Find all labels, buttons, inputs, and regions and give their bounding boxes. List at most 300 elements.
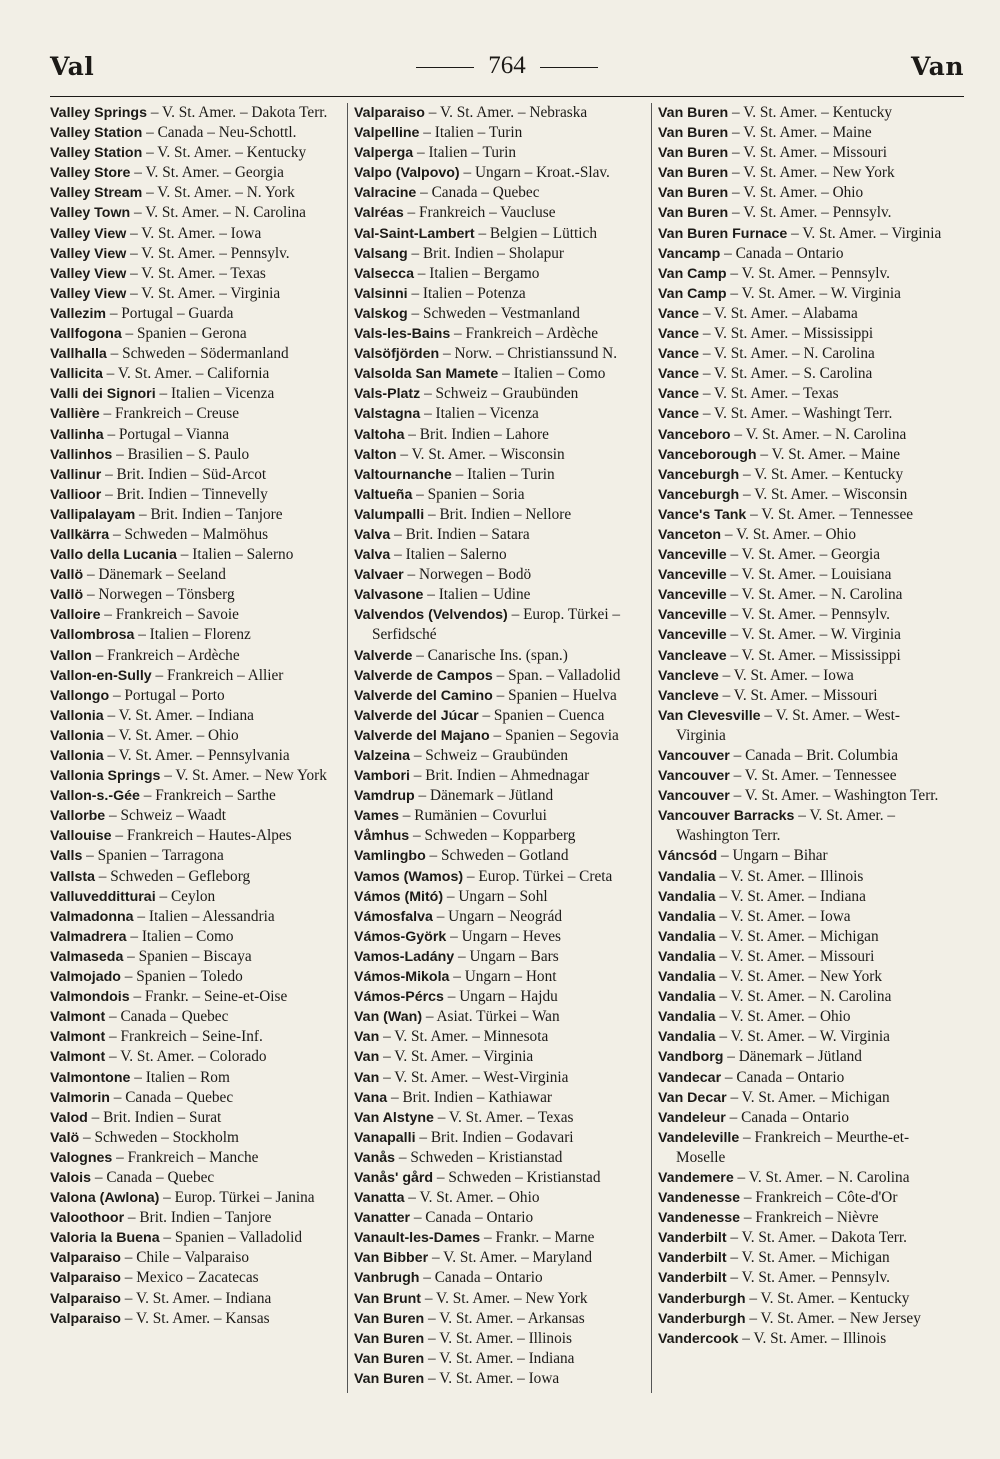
place-name: Vanceborough [658, 446, 757, 463]
place-name: Van (Wan) [354, 1009, 423, 1026]
gazetteer-entry [50, 846, 340, 866]
place-location: – V. St. Amer. – Pennsylv. [726, 264, 890, 282]
gazetteer-entry [354, 264, 644, 284]
place-name: Vallkärra [50, 526, 110, 543]
gazetteer-entry [50, 505, 340, 525]
gazetteer-entry [658, 324, 948, 344]
gazetteer-entry [658, 1047, 948, 1067]
place-name: Valls [50, 848, 83, 865]
place-name: Van Buren Furnace [658, 225, 788, 242]
place-location: – Spanien – Cuenca [478, 706, 605, 724]
place-name: Vanceville [658, 567, 727, 584]
place-name: Valli dei Signori [50, 386, 156, 403]
gazetteer-entry [658, 1027, 948, 1047]
gazetteer-entry [658, 646, 948, 666]
gazetteer-entry [354, 1168, 644, 1188]
place-name: Valzeina [354, 748, 410, 764]
place-name: Van Buren [658, 145, 729, 162]
place-location: – V. St. Amer. – Virginia [126, 284, 281, 302]
place-name: Vamlingbo [354, 848, 426, 865]
gazetteer-entry [354, 143, 644, 163]
place-location: – V. St. Amer. – Iowa [715, 907, 851, 925]
place-location: – Mexico – Zacatecas [120, 1269, 259, 1287]
gazetteer-entry [658, 545, 948, 565]
gazetteer-entry [658, 987, 948, 1007]
gazetteer-entry [658, 625, 948, 645]
place-name: Vandalia [658, 989, 716, 1006]
gazetteer-entry [354, 786, 644, 806]
gazetteer-entry [354, 364, 644, 384]
place-location: – V. St. Amer. – Maine [756, 445, 901, 463]
place-name: Vandalia [658, 908, 716, 925]
place-location: – Norwegen – Bodö [403, 566, 532, 584]
place-location: – Norwegen – Tönsberg [83, 586, 235, 604]
place-name: Valparaiso [50, 1250, 121, 1267]
place-name: Vanceboro [658, 426, 731, 443]
place-location: – V. St. Amer. – N. Carolina [715, 988, 892, 1006]
gazetteer-entry [658, 907, 948, 927]
place-name: Van Buren [354, 1310, 425, 1327]
place-location: – Europ. Türkei – Serfidsché [372, 606, 621, 644]
gazetteer-entry [354, 907, 644, 927]
place-name: Vanås' gård [354, 1169, 434, 1186]
place-name: Vancleve [658, 687, 719, 704]
gazetteer-entry [50, 264, 340, 284]
gazetteer-entry [354, 646, 644, 666]
column-2 [354, 103, 644, 1393]
place-location: – V. St. Amer. – N. Carolina [733, 1168, 910, 1186]
gazetteer-entry [658, 264, 948, 284]
place-location: – V. St. Amer. – Texas [126, 264, 266, 282]
gazetteer-entry [354, 1289, 644, 1309]
place-location: – Brit. Indien – Tinnevelly [101, 485, 268, 503]
gazetteer-entry [354, 666, 644, 686]
running-head-left: Val [50, 52, 95, 81]
place-location: – Europ. Türkei – Janina [159, 1189, 315, 1207]
place-location: – V. St. Amer. – New York [715, 968, 883, 986]
column-divider [651, 103, 652, 1393]
gazetteer-entry [50, 625, 340, 645]
gazetteer-entry [354, 1369, 644, 1389]
gazetteer-entry [354, 867, 644, 887]
place-name: Vallongo [50, 687, 110, 704]
place-location: – V. St. Amer. – Pennsylv. [726, 1269, 890, 1287]
place-location: – Rumänien – Covurlui [398, 807, 547, 825]
gazetteer-entry [50, 1228, 340, 1248]
gazetteer-entry [50, 967, 340, 987]
place-location: – Canada – Neu-Schottl. [142, 124, 297, 142]
gazetteer-entry [354, 465, 644, 485]
place-location: – V. St. Amer. – N. Carolina [726, 586, 903, 604]
place-location: – V. St. Amer. – Ohio [721, 525, 857, 543]
gazetteer-entry [354, 565, 644, 585]
place-location: – V. St. Amer. – Michigan [726, 1249, 890, 1267]
place-name: Vals-Platz [354, 386, 421, 403]
gazetteer-entry [50, 887, 340, 907]
place-location: – Canada – Quebec [109, 1088, 234, 1106]
gazetteer-entry [658, 304, 948, 324]
place-location: – V. St. Amer. – Tennessee [746, 505, 914, 523]
place-name: Valloire [50, 607, 101, 624]
place-name: Valvaer [354, 567, 404, 584]
gazetteer-entry [50, 746, 340, 766]
place-location: – Canada – Ontario [410, 1209, 534, 1227]
gazetteer-entry [354, 806, 644, 826]
place-location: – V. St. Amer. – Kentucky [739, 465, 904, 483]
place-location: – Italien – Alessandria [133, 907, 275, 925]
gazetteer-entry [658, 565, 948, 585]
place-location: – V. St. Amer. – N. Carolina [130, 204, 306, 222]
place-name: Valley View [50, 225, 127, 242]
gazetteer-entry [354, 404, 644, 424]
place-location: – Brit. Indien – Lahore [404, 425, 549, 443]
place-location: – Canada – Ontario [720, 244, 844, 262]
gazetteer-entry [658, 1108, 948, 1128]
place-location: – Ceylon [155, 887, 216, 905]
place-location: – V. St. Amer. – Alabama [699, 304, 858, 322]
gazetteer-entry [658, 465, 948, 485]
place-name: Valmorin [50, 1089, 110, 1106]
gazetteer-entry [354, 1047, 644, 1067]
place-location: – V. St. Amer. – Louisiana [726, 566, 892, 584]
place-location: – Canada – Quebec [416, 184, 540, 202]
place-name: Van Buren [658, 125, 729, 142]
place-location: – Brit. Indien – Surat [87, 1108, 222, 1126]
place-name: Vamos (Wamos) [354, 868, 464, 885]
gazetteer-entry [658, 244, 948, 264]
place-name: Valskog [354, 305, 408, 322]
place-location: – Canarische Ins. (span.) [412, 646, 568, 664]
gazetteer-entry [50, 1168, 340, 1188]
column-3 [658, 103, 948, 1393]
place-location: – V. St. Amer. – Georgia [726, 546, 881, 564]
gazetteer-entry [658, 1208, 948, 1228]
place-location: – Schweiz – Waadt [105, 807, 227, 825]
gazetteer-entry [658, 1329, 948, 1349]
gazetteer-entry [50, 284, 340, 304]
gazetteer-entry [354, 1027, 644, 1047]
place-location: – Asiat. Türkei – Wan [422, 1008, 560, 1026]
place-name: Valverde del Júcar [354, 707, 479, 724]
place-location: – V. St. Amer. – N. Carolina [730, 425, 907, 443]
gazetteer-entry [658, 746, 948, 766]
gazetteer-entry [50, 686, 340, 706]
place-name: Vandenesse [658, 1210, 741, 1227]
place-name: Vallon-en-Sully [50, 667, 152, 684]
place-location: – Italien – Salerno [176, 546, 294, 564]
gazetteer-entry [658, 1268, 948, 1288]
gazetteer-entry [354, 1108, 644, 1128]
place-name: Vanderbilt [658, 1230, 727, 1247]
place-name: Vancouver [658, 748, 730, 764]
gazetteer-entry [658, 1289, 948, 1309]
place-location: – Brit. Indien – Tanjore [135, 505, 283, 523]
place-name: Valton [354, 446, 397, 463]
place-name: Vanault-les-Dames [354, 1230, 481, 1247]
place-location: – V. St. Amer. – Pennsylvania [103, 747, 290, 764]
gazetteer-entry [354, 545, 644, 565]
place-location: – V. St. Amer. – Washington Terr. [729, 787, 939, 805]
place-location: – Schweden – Kristianstad [395, 1148, 563, 1166]
gazetteer-entry [354, 1068, 644, 1088]
gazetteer-entry [50, 1268, 340, 1288]
place-name: Valtournanche [354, 466, 452, 483]
gazetteer-entry [50, 425, 340, 445]
place-location: – V. St. Amer. – Pennsylv. [726, 606, 890, 624]
gazetteer-entry [354, 284, 644, 304]
place-location: – V. St. Amer. – Virginia [379, 1048, 534, 1066]
place-location: – V. St. Amer. – Michigan [726, 1088, 890, 1106]
place-name: Vanderbilt [658, 1270, 727, 1287]
gazetteer-entry [354, 726, 644, 746]
place-location: – Ungarn – Bihar [717, 847, 828, 865]
gazetteer-entry [658, 224, 948, 244]
gazetteer-entry [50, 445, 340, 465]
place-location: – Spanien – Segovia [489, 726, 619, 744]
place-location: – Italien – Vicenza [155, 385, 275, 403]
gazetteer-entry [354, 766, 644, 786]
place-name: Valmadonna [50, 908, 134, 925]
place-name: Valva [354, 526, 391, 543]
place-name: Valmont [50, 1049, 106, 1066]
place-name: Valley Town [50, 205, 131, 222]
place-location: – Frankr. – Marne [480, 1229, 595, 1247]
place-name: Van Buren [354, 1370, 425, 1387]
place-location: – Canada – Ontario [419, 1269, 543, 1287]
place-location: – Italien – Rom [130, 1068, 230, 1086]
gazetteer-entry [658, 103, 948, 123]
place-location: – V. St. Amer. – Missouri [728, 144, 887, 162]
place-location: – V. St. Amer. – Dakota Terr. [726, 1229, 907, 1247]
place-location: – V. St. Amer. – W. Virginia [715, 1028, 890, 1046]
place-name: Vandemere [658, 1169, 734, 1186]
place-name: Valmont [50, 1029, 106, 1046]
place-name: Vanderburgh [658, 1310, 746, 1327]
gazetteer-entry [354, 1329, 644, 1349]
gazetteer-entry [658, 1309, 948, 1329]
place-name: Valley Springs [50, 105, 147, 121]
place-name: Vance's Tank [658, 506, 747, 523]
place-location: – Europ. Türkei – Creta [463, 867, 613, 885]
place-location: – V. St. Amer. – Arkansas [424, 1309, 585, 1327]
place-name: Vanderbilt [658, 1250, 727, 1267]
place-name: Vance [658, 305, 700, 322]
gazetteer-entry [50, 324, 340, 344]
gazetteer-entry [50, 183, 340, 203]
place-name: Vandalia [658, 928, 716, 945]
place-name: Vámos-Györk [354, 928, 447, 945]
place-name: Valpelline [354, 125, 420, 142]
gazetteer-entry [50, 1088, 340, 1108]
place-name: Vanceville [658, 587, 727, 604]
place-location: – Canada – Ontario [721, 1068, 845, 1086]
gazetteer-entry [354, 967, 644, 987]
gazetteer-entry [658, 686, 948, 706]
place-name: Vallonia Springs [50, 768, 161, 785]
place-name: Valley Store [50, 165, 131, 182]
gazetteer-entry [50, 304, 340, 324]
gazetteer-entry [658, 766, 948, 786]
place-location: – V. St. Amer. – New Jersey [745, 1309, 921, 1327]
place-location: – Italien – Potenza [407, 284, 526, 302]
place-location: – V. St. Amer. – Virginia [787, 224, 942, 242]
place-location: – Span. – Valladolid [492, 666, 621, 684]
place-name: Vanbrugh [354, 1270, 420, 1287]
gazetteer-entry [50, 545, 340, 565]
gazetteer-entry [354, 1088, 644, 1108]
gazetteer-entry [354, 706, 644, 726]
place-location: – V. St. Amer. – California [102, 365, 270, 383]
place-name: Valsecca [354, 265, 414, 282]
gazetteer-entry [354, 846, 644, 866]
place-location: – Spanien – Soria [412, 485, 525, 503]
place-name: Vanceville [658, 607, 727, 624]
column-divider [347, 103, 348, 1393]
gazetteer-entry [354, 425, 644, 445]
place-location: – Ungarn – Bars [454, 947, 559, 965]
place-location: – V. St. Amer. – Illinois [738, 1329, 887, 1347]
place-name: Vandalia [658, 969, 716, 986]
place-name: Vallonia [50, 707, 104, 724]
place-location: – V. St. Amer. – Missouri [715, 947, 875, 965]
place-location: – V. St. Amer. – Ohio [103, 726, 239, 744]
place-name: Vallinha [50, 426, 104, 443]
place-name: Vandeleville [658, 1129, 740, 1146]
header-rule [50, 96, 964, 97]
place-name: Vallonia [50, 727, 104, 744]
place-location: – Frankreich – Allier [151, 666, 284, 684]
gazetteer-entry [354, 1268, 644, 1288]
place-name: Van Buren [658, 165, 729, 182]
place-location: – V. St. Amer. – Mississippi [726, 646, 901, 664]
place-location: – Italien – Florenz [134, 626, 251, 644]
place-location: – V. St. Amer. – Illinois [715, 867, 864, 885]
gazetteer-entry [50, 103, 340, 123]
place-name: Vance [658, 366, 700, 383]
place-name: Vallinur [50, 466, 102, 483]
place-location: – Frankreich – Hautes-Alpes [111, 827, 292, 845]
place-name: Vance [658, 406, 700, 423]
running-head-right: Van [911, 52, 964, 81]
place-location: – Frankreich – Nièvre [740, 1209, 879, 1227]
gazetteer-entry [658, 1128, 948, 1168]
page-number-block [50, 52, 964, 80]
gazetteer-entry [50, 1108, 340, 1128]
place-location: – Italien – Como [498, 365, 606, 383]
place-name: Valtoha [354, 426, 405, 443]
gazetteer-entry [50, 565, 340, 585]
gazetteer-entry [658, 525, 948, 545]
place-location: – V. St. Amer. – West-Virginia [676, 706, 900, 744]
place-location: – V. St. Amer. – Wisconsin [396, 445, 565, 463]
gazetteer-entry [658, 284, 948, 304]
place-name: Valley View [50, 245, 127, 262]
gazetteer-entry [658, 585, 948, 605]
place-name: Vanceton [658, 526, 722, 543]
place-location: – Frankr. – Seine-et-Oise [129, 988, 288, 1006]
gazetteer-entry [354, 686, 644, 706]
gazetteer-entry [354, 585, 644, 605]
gazetteer-entry [658, 485, 948, 505]
place-name: Vance [658, 386, 700, 403]
place-location: – Italien – Bergamo [413, 264, 540, 282]
gazetteer-entry [50, 1027, 340, 1047]
gazetteer-entry [354, 947, 644, 967]
place-name: Vanatter [354, 1210, 410, 1227]
place-location: – V. St. Amer. – N. York [142, 184, 295, 202]
place-name: Vámos-Mikola [354, 969, 450, 986]
gazetteer-entry [658, 1088, 948, 1108]
place-name: Vanapalli [354, 1129, 416, 1146]
gazetteer-entry [50, 1208, 340, 1228]
gazetteer-entry [50, 927, 340, 947]
gazetteer-entry [354, 1007, 644, 1027]
gazetteer-entry [658, 384, 948, 404]
place-name: Vancleave [658, 647, 727, 664]
gazetteer-entry [50, 143, 340, 163]
place-location: – Spanien – Valladolid [159, 1229, 303, 1247]
place-name: Vames [354, 808, 399, 825]
place-location: – Frankreich – Seine-Inf. [105, 1028, 263, 1046]
place-name: Van [354, 1029, 380, 1046]
place-location: – Schweden – Vestmanland [407, 304, 580, 322]
place-name: Valvendos (Velvendos) [354, 607, 508, 624]
place-name: Vanceville [658, 547, 727, 564]
place-location: – V. St. Amer. – Georgia [130, 164, 284, 182]
place-location: – V. St. Amer. – Washington Terr. [676, 807, 896, 845]
gazetteer-entry [50, 224, 340, 244]
gazetteer-entry [658, 183, 948, 203]
gazetteer-entry [50, 766, 340, 786]
place-name: Våmhus [354, 828, 410, 845]
place-name: Valmondois [50, 989, 130, 1006]
place-location: – Schweden – Stockholm [79, 1128, 239, 1146]
gazetteer-entry [354, 445, 644, 465]
gazetteer-entry [354, 1349, 644, 1369]
place-name: Van Brunt [354, 1290, 422, 1307]
gazetteer-entry [658, 947, 948, 967]
place-name: Vallouise [50, 828, 112, 845]
gazetteer-entry [354, 887, 644, 907]
place-location: – Ungarn – Heves [446, 927, 561, 945]
place-location: – V. St. Amer. – Iowa [424, 1369, 560, 1387]
place-name: Van Buren [354, 1350, 425, 1367]
place-name: Vallipalayam [50, 506, 136, 523]
place-name: Valverde [354, 647, 413, 664]
place-location: – Belgien – Lüttich [474, 224, 597, 242]
place-name: Vance [658, 346, 700, 363]
place-location: – Schweden – Gefleborg [94, 867, 251, 885]
place-name: Valmontone [50, 1069, 131, 1086]
place-location: – V. St. Amer. – Michigan [715, 927, 879, 945]
place-location: – V. St. Amer. – Dakota Terr. [147, 104, 328, 121]
place-name: Vandeleur [658, 1109, 726, 1126]
gazetteer-entry [50, 706, 340, 726]
place-location: – Spanien – Toledo [120, 968, 243, 986]
gazetteer-entry [658, 786, 948, 806]
place-location: – V. St. Amer. – Iowa [126, 224, 262, 242]
gazetteer-entry [50, 826, 340, 846]
place-name: Vandalia [658, 888, 716, 905]
place-location: – Ungarn – Neográd [432, 907, 563, 925]
place-name: Vana [354, 1089, 388, 1106]
place-name: Vallezim [50, 305, 106, 322]
place-location: – V. St. Amer. – Indiana [120, 1289, 272, 1307]
gazetteer-entry [658, 163, 948, 183]
gazetteer-entry [354, 1208, 644, 1228]
place-location: – V. St. Amer. – Maine [728, 124, 872, 142]
place-name: Van Buren [658, 185, 729, 202]
